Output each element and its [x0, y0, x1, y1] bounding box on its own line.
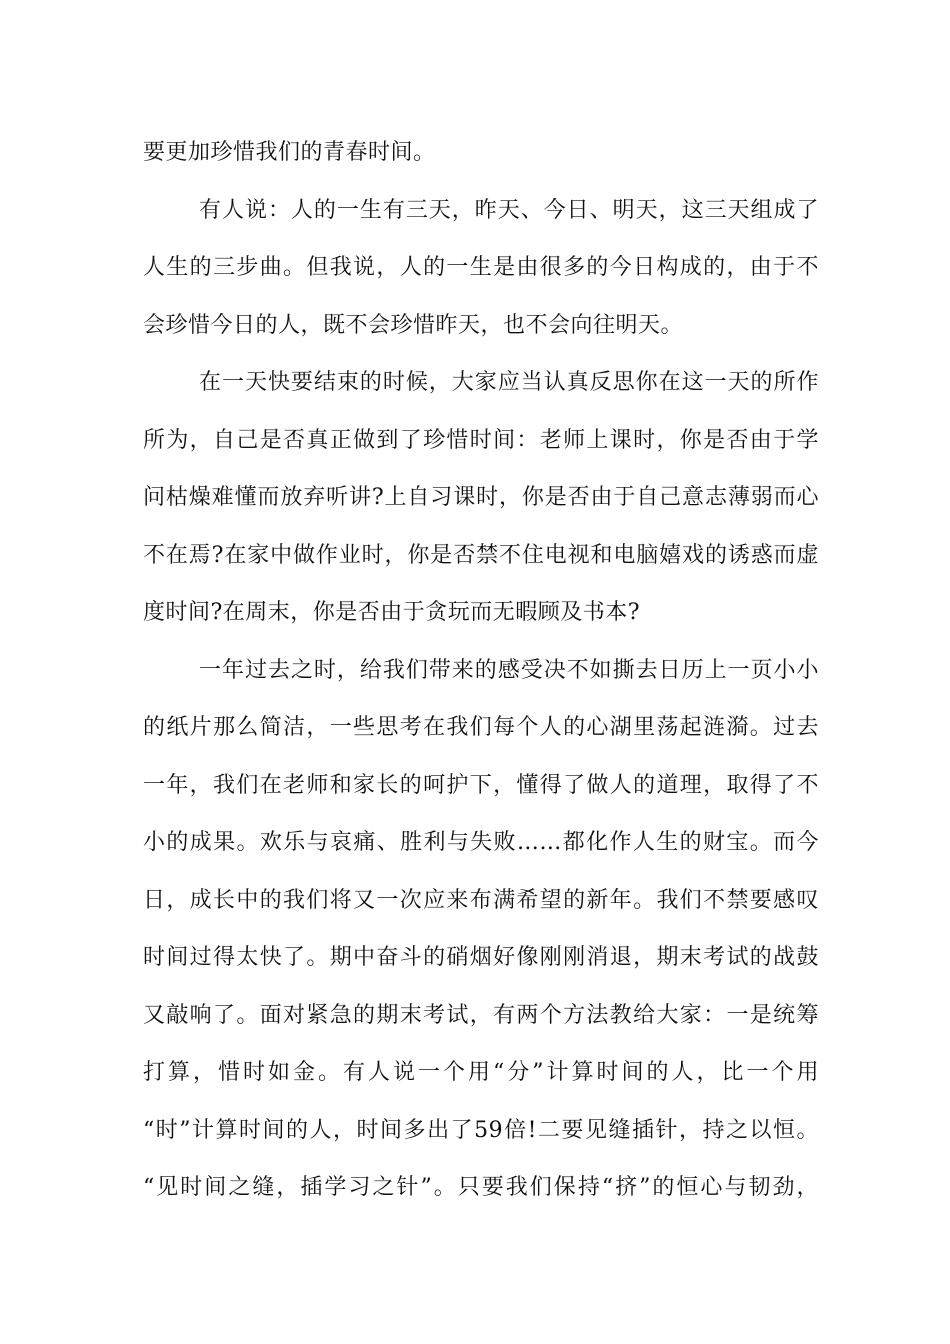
- document-body: [143, 130, 819, 1223]
- paragraph-first-line: 有人说：人的一生有三天，昨天、今日、明天，这三天组成了: [199, 197, 819, 223]
- text-line: 日，成长中的我们将又一次应来布满希望的新年。我们不禁要感叹: [143, 887, 819, 913]
- paragraph-first-line: 在一天快要结束的时候，大家应当认真反思你在这一天的所作: [199, 370, 819, 395]
- text-line: 要更加珍惜我们的青春时间。: [143, 140, 436, 165]
- text-line: 会珍惜今日的人，既不会珍惜昨天，也不会向往明天。: [143, 312, 684, 338]
- text-line: 打算，惜时如金。有人说一个用“分”计算时间的人，比一个用: [143, 1060, 819, 1085]
- text-line: 一年，我们在老师和家长的呵护下，懂得了做人的道理，取得了不: [143, 772, 819, 798]
- text-line: 度时间?在周末，你是否由于贪玩而无暇顾及书本?: [143, 600, 641, 625]
- text-line: 小的成果。欢乐与哀痛、胜利与失败……都化作人生的财宝。而今: [143, 830, 819, 855]
- paragraph-first-line: 一年过去之时，给我们带来的感受决不如撕去日历上一页小小: [199, 657, 819, 683]
- text-line: “时”计算时间的人，时间多出了59倍!二要见缝插针，持之以恒。: [143, 1117, 819, 1143]
- text-line: 所为，自己是否真正做到了珍惜时间：老师上课时，你是否由于学: [143, 427, 819, 453]
- text-line: 人生的三步曲。但我说，人的一生是由很多的今日构成的，由于不: [143, 255, 819, 280]
- text-line: 问枯燥难懂而放弃听讲?上自习课时，你是否由于自己意志薄弱而心: [143, 485, 819, 510]
- text-line: 又敲响了。面对紧急的期末考试，有两个方法教给大家：一是统筹: [143, 1002, 819, 1028]
- text-line: “见时间之缝，插学习之针”。只要我们保持“挤”的恒心与韧劲，: [143, 1175, 819, 1200]
- text-line: 不在焉?在家中做作业时，你是否禁不住电视和电脑嬉戏的诱惑而虚: [143, 542, 819, 568]
- text-line: 的纸片那么简洁，一些思考在我们每个人的心湖里荡起涟漪。过去: [143, 715, 819, 740]
- text-line: 时间过得太快了。期中奋斗的硝烟好像刚刚消退，期末考试的战鼓: [143, 945, 819, 970]
